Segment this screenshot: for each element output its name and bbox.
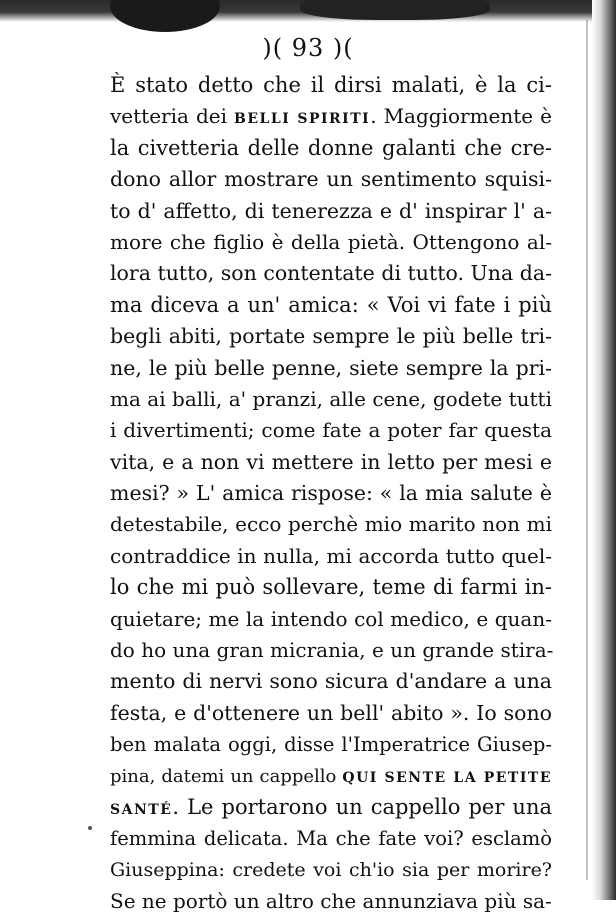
text-line <box>110 415 552 446</box>
text-line <box>110 761 552 792</box>
text-line <box>110 290 552 321</box>
text-run: la civetteria delle donne galanti che cre- <box>110 135 552 160</box>
text-line <box>110 729 552 760</box>
text-run: contraddice in nulla, mi accorda tutto quel- <box>110 543 552 568</box>
text-line <box>110 541 552 572</box>
text-line <box>110 478 552 509</box>
text-run: dono allor mostrare un sentimento squisi- <box>110 167 552 192</box>
text-run: ben malata oggi, disse l'Imperatrice Giusep- <box>110 733 552 757</box>
small-caps-phrase: BELLI SPIRITI <box>234 111 371 128</box>
text-run: lo che mi può sollevare, teme di farmi in- <box>110 575 552 600</box>
text-line <box>110 635 552 666</box>
text-run: mesi? » L' amica rispose: « la mia salute è <box>110 481 552 506</box>
text-run: . Le portarono un cappello per una <box>172 794 552 819</box>
text-run: mento di nervi sono sicura d'andare a una <box>110 669 552 694</box>
text-line <box>110 509 552 540</box>
text-run: quietare; me la intendo col medico, e quan- <box>110 606 552 631</box>
text-line <box>110 70 552 101</box>
text-line <box>110 101 552 132</box>
gutter-line <box>586 20 588 880</box>
small-caps-phrase: QUI SENTE LA PETITE <box>342 769 552 786</box>
text-run: È stato detto che il dirsi malati, è la ci- <box>110 73 552 97</box>
text-run: lora tutto, son contentate di tutto. Una da- <box>110 261 552 286</box>
small-caps-phrase: SANTÉ <box>110 801 173 818</box>
text-run: ne, le più belle penne, siete sempre la pri- <box>110 355 552 380</box>
text-run: . Maggiormente è <box>370 104 553 129</box>
text-line <box>110 792 552 823</box>
text-run: femmina delicata. Ma che fate voi? esclamò <box>110 827 552 851</box>
text-line <box>110 258 552 289</box>
text-run: to d' affetto, di tenerezza e d' inspirar l' a- <box>110 198 552 223</box>
text-line <box>110 604 552 635</box>
text-run: more che figlio è della pietà. Ottengono al- <box>110 229 552 254</box>
text-run: Se ne portò un altro che annunziava più sa- <box>110 889 552 914</box>
text-line <box>110 353 552 384</box>
text-line <box>110 886 552 917</box>
text-line <box>110 447 552 478</box>
text-run: detestabile, ecco perchè mio marito non mi <box>110 512 552 537</box>
text-run: do ho una gran micrania, e un grande stira- <box>110 638 554 663</box>
body-text <box>110 70 552 918</box>
text-line <box>110 698 552 729</box>
scan-blot <box>110 0 220 32</box>
text-run: vetteria dei <box>110 104 235 129</box>
text-line <box>110 133 552 164</box>
text-run: i divertimenti; come fate a poter far questa <box>110 418 552 443</box>
text-line <box>110 855 552 886</box>
text-run: Giuseppina: credete voi ch'io sia per morire? <box>110 858 552 881</box>
text-line <box>110 666 552 697</box>
text-run: ma diceva a un' amica: « Voi vi fate i più <box>110 292 552 317</box>
text-run: vita, e a non vi mettere in letto per mesi e <box>110 449 552 474</box>
text-run: ma ai balli, a' pranzi, alle cene, godete tutti <box>110 386 552 411</box>
text-line <box>110 823 552 854</box>
text-run: festa, e d'ottenere un bell' abito ». Io sono <box>110 700 552 725</box>
text-line <box>110 572 552 603</box>
text-line <box>110 196 552 227</box>
text-line <box>110 227 552 258</box>
page-number: )( 93 )( <box>262 34 354 62</box>
ink-speck <box>88 826 92 830</box>
text-run: begli abiti, portate sempre le più belle tri- <box>110 324 552 349</box>
text-line <box>110 321 552 352</box>
text-line <box>110 384 552 415</box>
text-run: pina, datemi un cappello <box>110 765 343 787</box>
scan-blot <box>300 0 490 20</box>
text-line <box>110 164 552 195</box>
page-edge-shadow <box>592 0 616 900</box>
